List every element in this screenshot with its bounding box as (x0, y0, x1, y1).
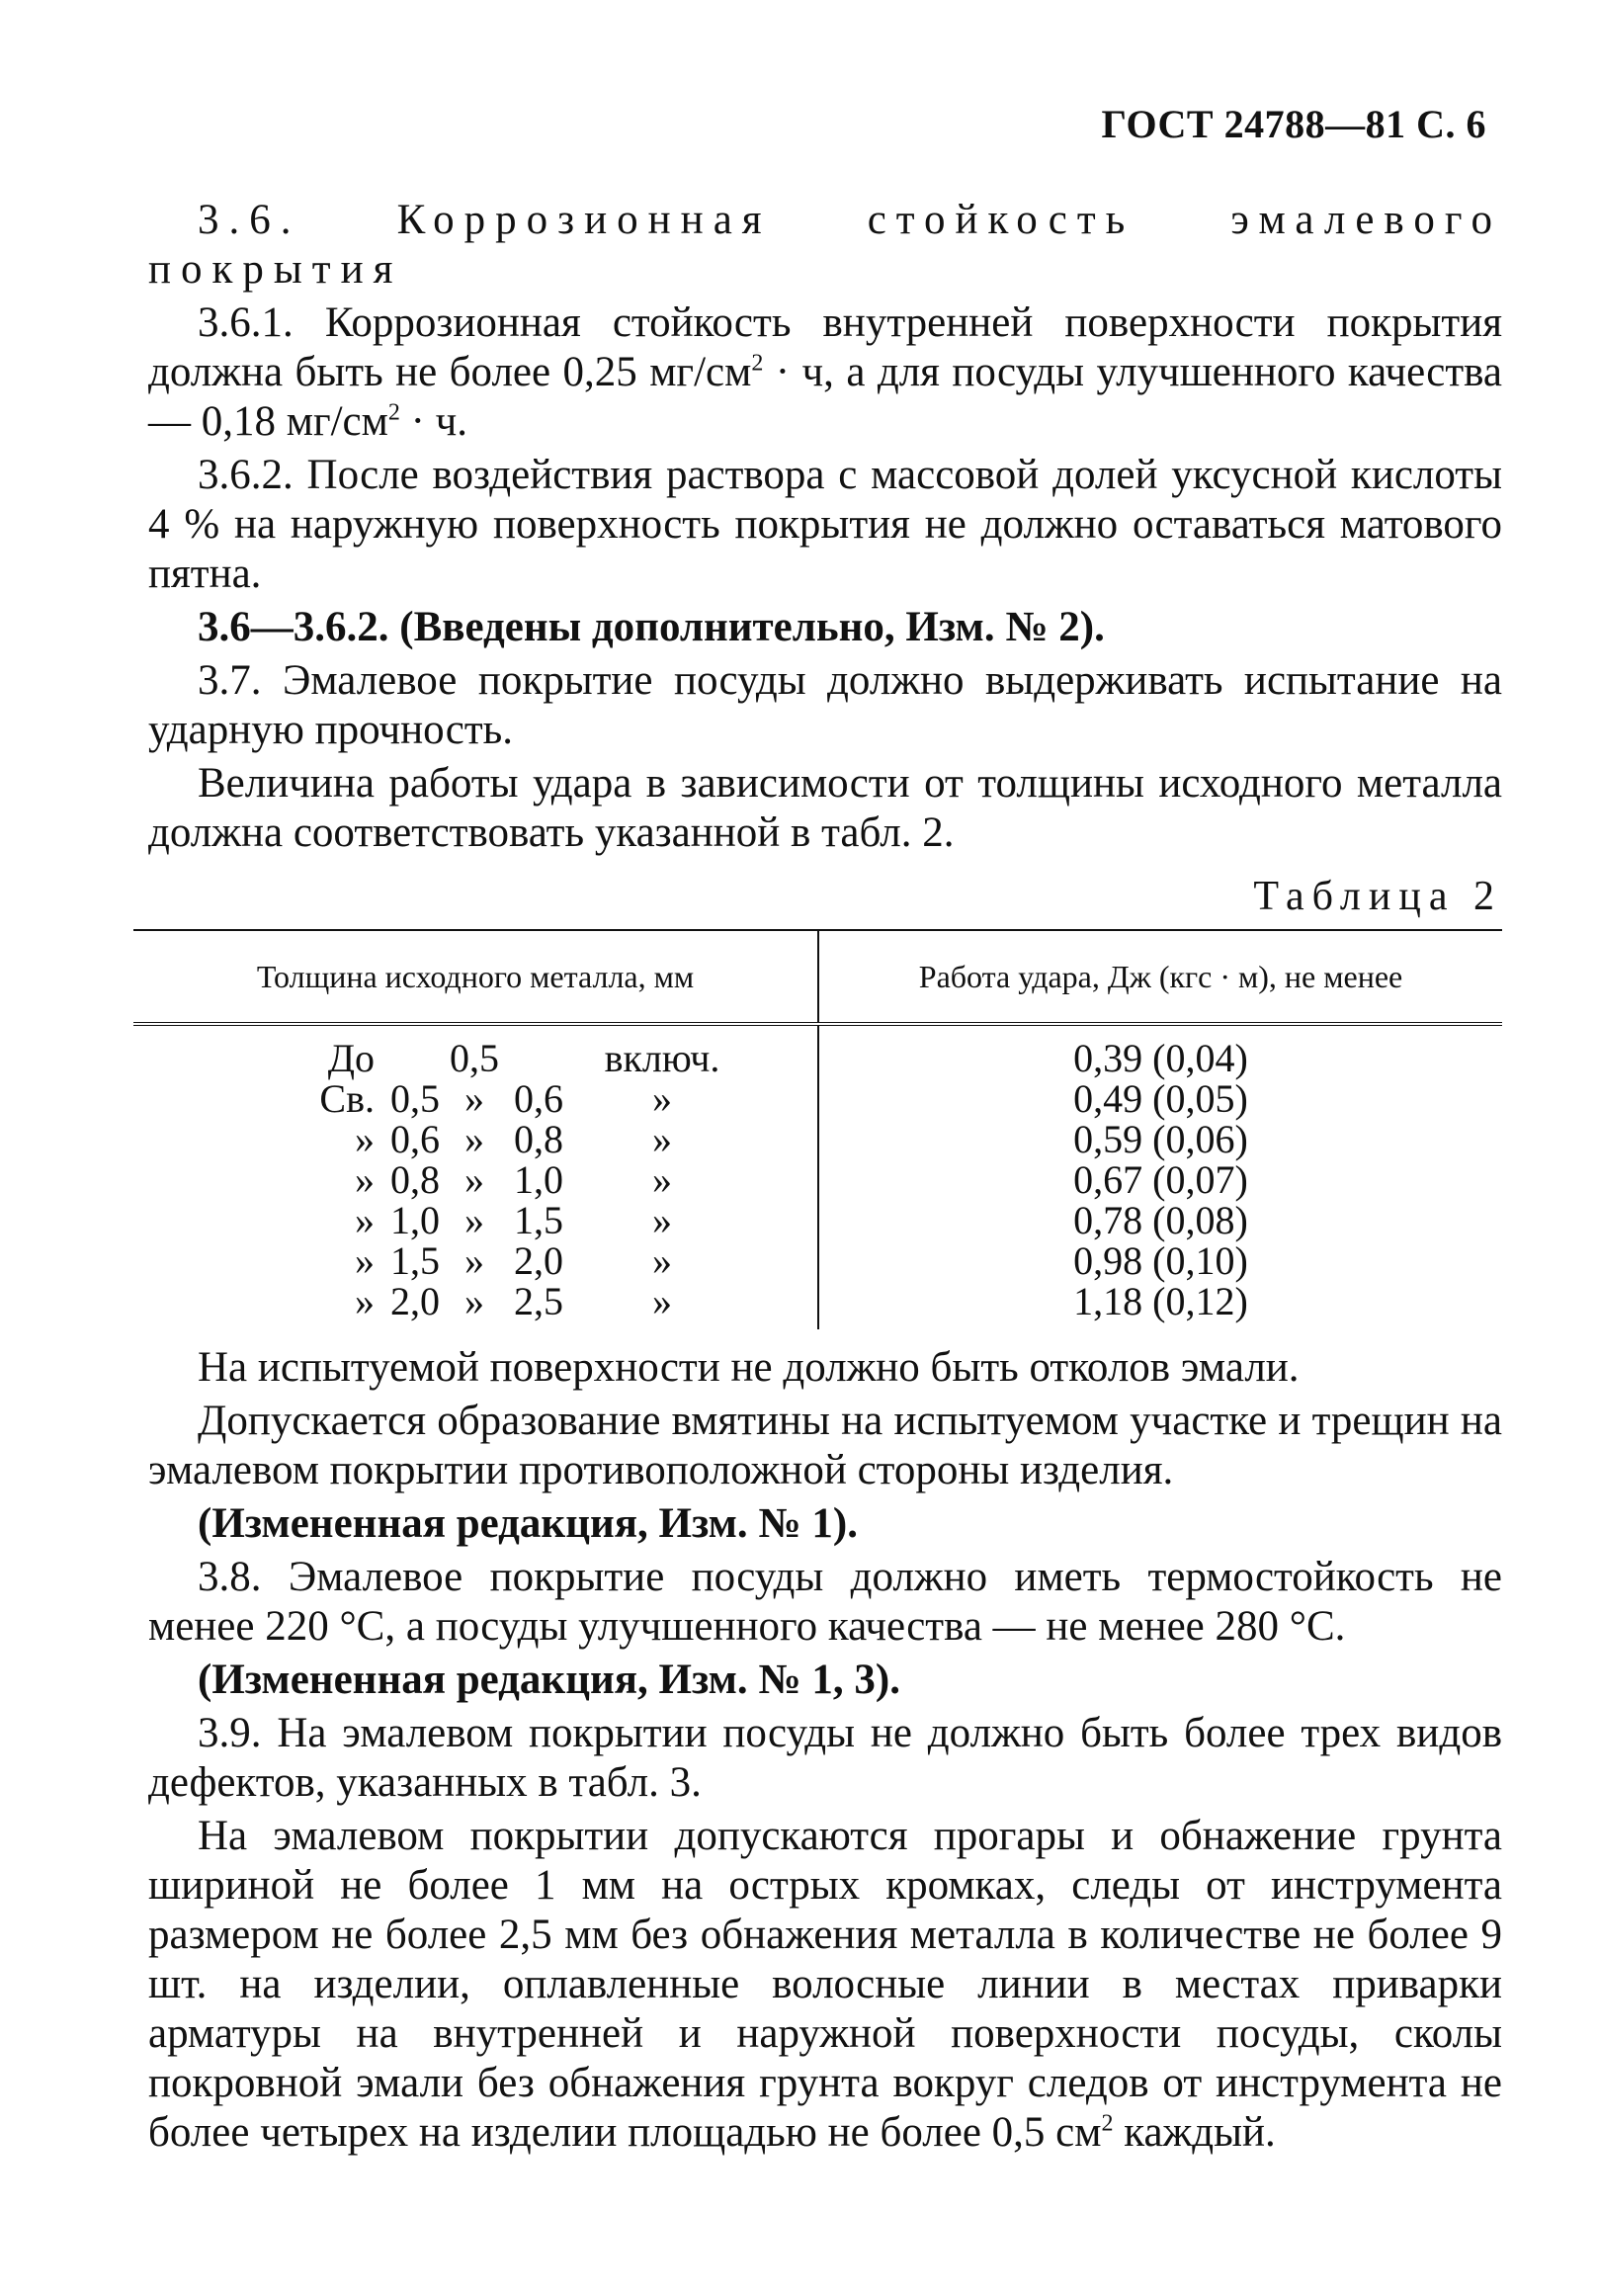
superscript: 2 (1101, 2110, 1114, 2137)
table-row (133, 1078, 1502, 1119)
paragraph-no-chips: На испытуемой поверхности не должно быть отколов эмали. (198, 1344, 1300, 1391)
paragraph-impact-work: Величина работы удара в зависимости от толщины исходного металла должна соответствовать указанной в табл. 2. (148, 760, 1502, 856)
impact-table (133, 929, 1502, 1329)
column-header-thickness: Толщина исходного металла, мм (133, 930, 818, 1024)
paragraph-3-6-1 (148, 298, 1502, 447)
thickness-range: » 2,0 » 2,5 » (355, 1279, 672, 1323)
amendment-text: (Введены дополнительно, Изм. № 2). (399, 604, 1105, 650)
impact-value: 0,78 (0,08) (1073, 1198, 1248, 1242)
paragraph-3-7: 3.7. Эмалевое покрытие посуды должно выдерживать испытание на ударную прочность. (148, 657, 1502, 753)
table-row (133, 1024, 1502, 1078)
paragraph-3-8: 3.8. Эмалевое покрытие посуды должно иметь термостойкость не менее 220 °С, а посуды улучшенного качества — не менее 280 °С. (148, 1554, 1502, 1650)
amendment-note-2: (Измененная редакция, Изм. № 1). (198, 1500, 858, 1547)
table-row (133, 1200, 1502, 1240)
thickness-range: » 0,8 » 1,0 » (355, 1157, 672, 1202)
amendment-note-3: (Измененная редакция, Изм. № 1, 3). (198, 1657, 900, 1703)
text-fragment: каждый. (1113, 2109, 1276, 2156)
section-heading-3-6: 3.6. Коррозионная стойкость эмалевого покрытия (148, 197, 1502, 293)
thickness-range: Св. 0,5 » 0,6 » (319, 1076, 672, 1121)
thickness-range: » 1,0 » 1,5 » (355, 1198, 672, 1242)
text-fragment: · ч, а для посуды улучшенного качества — 0,18 мг/см (148, 349, 1502, 445)
text-fragment: 3.6—3.6.2. (198, 604, 400, 650)
paragraph-dents-allowed: Допускается образование вмятины на испытуемом участке и трещин на эмалевом покрытии противоположной стороны изделия. (148, 1398, 1502, 1493)
impact-value: 1,18 (0,12) (1073, 1279, 1248, 1323)
impact-value: 0,98 (0,10) (1073, 1238, 1248, 1283)
text-fragment: 3.6.1. Коррозионная стойкость внутренней поверхности покрытия должна быть не более 0,25 мг/см (148, 299, 1502, 395)
amendment-note-1 (148, 603, 1502, 652)
table-row (133, 1119, 1502, 1159)
thickness-range: » 0,6 » 0,8 » (355, 1117, 672, 1161)
impact-value: 0,39 (0,04) (1073, 1036, 1248, 1080)
table-caption: Таблица 2 (1253, 874, 1502, 919)
table-header-row (133, 930, 1502, 1024)
table-row (133, 1281, 1502, 1329)
superscript: 2 (751, 350, 764, 377)
table-row (133, 1159, 1502, 1200)
page-header: ГОСТ 24788—81 С. 6 (1101, 102, 1486, 146)
column-header-impact: Работа удара, Дж (кгс · м), не менее (818, 930, 1502, 1024)
paragraph-allowed-defects (148, 1812, 1502, 2158)
text-fragment: · ч. (399, 398, 468, 445)
thickness-range: » 1,5 » 2,0 » (355, 1238, 672, 1283)
thickness-range: До 0,5 включ. (327, 1036, 720, 1080)
impact-value: 0,59 (0,06) (1073, 1117, 1248, 1161)
impact-value: 0,67 (0,07) (1073, 1157, 1248, 1202)
superscript: 2 (387, 399, 400, 426)
impact-value: 0,49 (0,05) (1073, 1076, 1248, 1121)
text-fragment: На эмалевом покрытии допускаются прогары и обнажение грунта шириной не более 1 мм на острых кромках, следы от инструмента размером не более 2,5 мм без обнажения металла в количестве не более 9 шт. на изделии, оплавленные волосные линии в местах приварки арматуры на внутренней и наружной поверхности посуды, сколы покровной эмали без обнажения грунта вокруг следов от инструмента не более четырех на изделии площадью не более 0,5 см (148, 1813, 1502, 2156)
table-row (133, 1240, 1502, 1281)
paragraph-3-9: 3.9. На эмалевом покрытии посуды не должно быть более трех видов дефектов, указанных в табл. 3. (148, 1710, 1502, 1806)
paragraph-3-6-2: 3.6.2. После воздействия раствора с массовой долей уксусной кислоты 4 % на наружную поверхность покрытия не должно оставаться матового пятна. (148, 452, 1502, 597)
document-body (148, 196, 1502, 2162)
